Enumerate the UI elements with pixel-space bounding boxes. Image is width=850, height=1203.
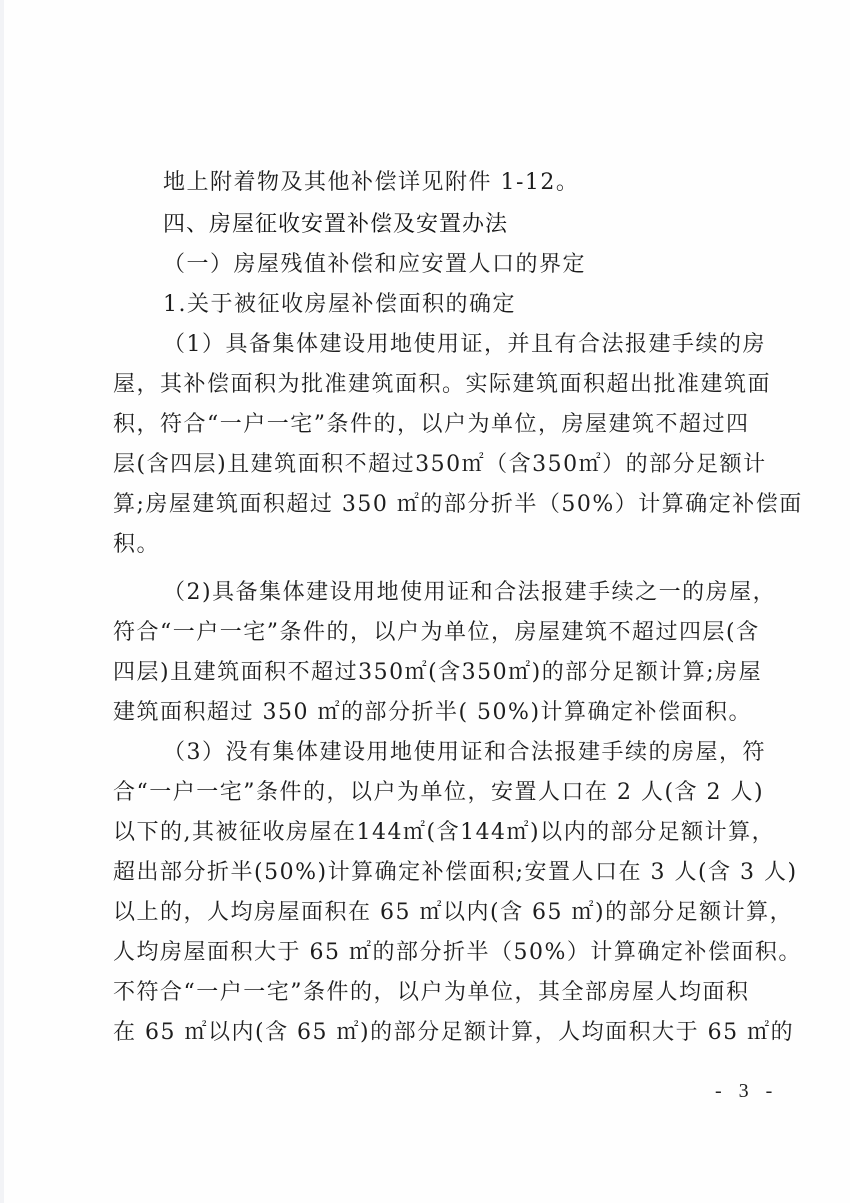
paragraph-3-line-3: 以下的,其被征收房屋在144㎡(含144㎡)以内的部分足额计算， [113, 820, 776, 845]
paragraph-1-line-2: 屋，其补偿面积为批准建筑面积。实际建筑面积超出批准建筑面 [113, 372, 772, 397]
subsection-heading-one: （一）房屋残值补偿和应安置人口的界定 [163, 252, 587, 277]
paragraph-2-line-1: （2)具备集体建设用地使用证和合法报建手续之一的房屋， [163, 580, 777, 605]
paragraph-3-line-7: 不符合“一户一宅”条件的，以户为单位，其全部房屋人均面积 [113, 980, 750, 1005]
paragraph-3-line-4: 超出部分折半(50%)计算确定补偿面积;安置人口在 3 人(含 3 人) [113, 860, 798, 885]
paragraph-1-line-4: 层(含四层)且建筑面积不超过350㎡（含350㎡）的部分足额计 [113, 452, 767, 477]
paragraph-1-line-5: 算;房屋建筑面积超过 350 ㎡的部分折半（50%）计算确定补偿面 [113, 492, 803, 517]
attachment-reference-line: 地上附着物及其他补偿详见附件 1-12。 [163, 170, 580, 195]
paragraph-3-line-5: 以上的，人均房屋面积在 65 ㎡以内(含 65 ㎡)的部分足额计算， [113, 900, 794, 925]
section-heading-four: 四、房屋征收安置补偿及安置办法 [163, 212, 509, 237]
page-number: - 3 - [715, 1080, 779, 1102]
paragraph-2-line-4: 建筑面积超过 350 ㎡的部分折半( 50%)计算确定补偿面积。 [113, 700, 753, 725]
paragraph-1-line-6: 积。 [113, 532, 161, 557]
paragraph-1-line-1: （1）具备集体建设用地使用证，并且有合法报建手续的房 [163, 332, 766, 357]
paragraph-1-line-3: 积，符合“一户一宅”条件的，以户为单位，房屋建筑不超过四 [113, 412, 750, 437]
item-heading-1: 1.关于被征收房屋补偿面积的确定 [163, 292, 516, 317]
paragraph-3-line-8: 在 65 ㎡以内(含 65 ㎡)的部分足额计算，人均面积大于 65 ㎡的 [113, 1020, 795, 1045]
paragraph-2-line-3: 四层)且建筑面积不超过350㎡(含350㎡)的部分足额计算;房屋 [113, 660, 763, 685]
paragraph-3-line-1: （3）没有集体建设用地使用证和合法报建手续的房屋，符 [163, 740, 766, 765]
paragraph-3-line-2: 合“一户一宅”条件的，以户为单位，安置人口在 2 人(含 2 人) [113, 780, 765, 805]
paragraph-3-line-6: 人均房屋面积大于 65 ㎡的部分折半（50%）计算确定补偿面积。 [113, 940, 802, 965]
paragraph-2-line-2: 符合“一户一宅”条件的，以户为单位，房屋建筑不超过四层(含 [113, 620, 760, 645]
